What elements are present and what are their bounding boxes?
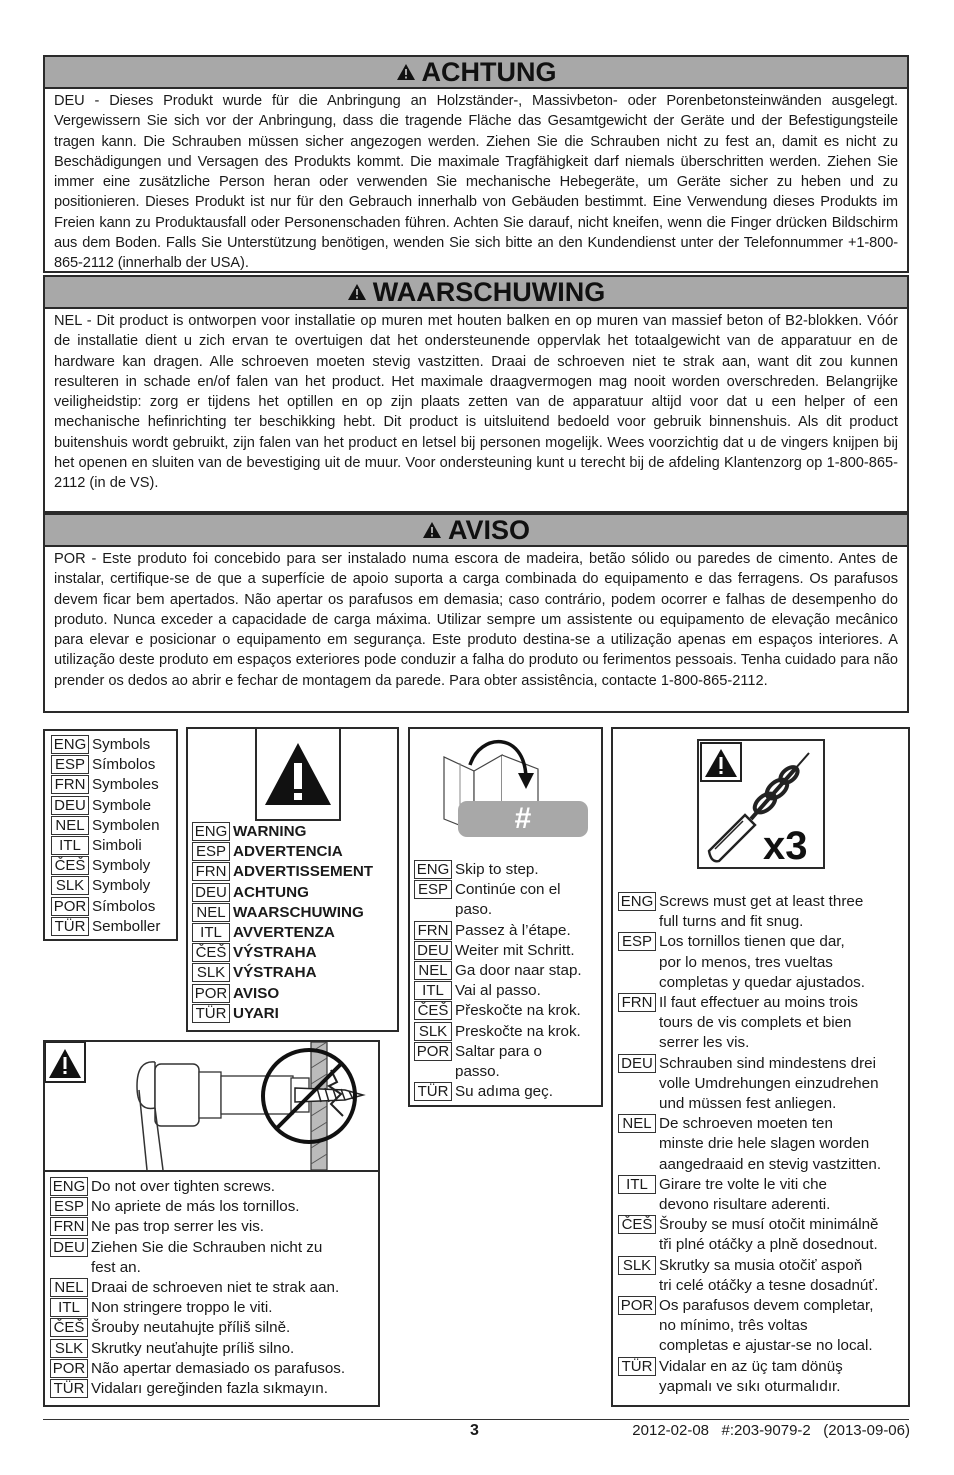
list-item: SLK Skrutky neuťahujte príliš silno. — [50, 1339, 345, 1359]
warning-triangle-icon — [701, 743, 741, 781]
list-item: FRN Passez à l’étape. — [414, 921, 582, 941]
list-item: ČEŠ Symboly — [51, 856, 160, 876]
list-item: ESP Los tornillos tienen que dar, por lo menos, tres vueltas completas y quedar ajustados. — [618, 932, 881, 993]
screw-turns-list — [618, 892, 881, 1397]
warning-words-panel — [186, 727, 399, 1032]
list-item: NEL Draai de schroeven niet te strak aan. — [50, 1278, 345, 1298]
list-item: NEL Ga door naar stap. — [414, 961, 582, 981]
symbols-panel — [43, 729, 178, 941]
list-item: POR Símbolos — [51, 897, 160, 917]
list-item: ENG Symbols — [51, 735, 160, 755]
warning-text-nel: NEL - Dit product is ontworpen voor installatie op muren met houten balken en op muren van massief beton of B2-blokken. Vóór de installatie dient u zich ervan te overtuigen dat het ondersteunende oppervlak het totaalgewicht van de apparatuur en de hardware kan dragen. Alle schroeven moeten stevig vastzitten. Draai de schroeven niet te strak aan, want dit zou kunnen resulteren in schade en/of falen van het product. Het maximale draagvermogen mag nooit worden overschreden. Belangrijke veiligheidstip: zorg er tijdens het optillen en op zijn plaats zetten van de apparatuur altijd voor dat u een helper of een mechanische hefinrichting ter beschikking hebt. Dit product is uitsluitend bedoeld voor gebruik binnenshuis. Als dit product buitenshuis wordt gebruikt, zijn falen van het product en letsel bij personen mogelijk. Wees voorzichtig dat u de vingers knijpen bij het openen en sluiten van de bevestiging uit de muur. Voor ondersteuning kunt u terecht bij de afdeling Klantenzorg op 1-800-865-2112 (in de VS). — [54, 313, 898, 492]
wall-icon — [311, 1042, 327, 1170]
list-item: DEU Weiter mit Schritt. — [414, 941, 582, 961]
list-item: ITL Simboli — [51, 836, 160, 856]
list-item: FRN Il faut effectuer au moins trois tours de vis complets et bien serrer les vis. — [618, 993, 881, 1054]
list-item: TÜR Semboller — [51, 917, 160, 937]
list-item: ČEŠ Šrouby se musí otočit minimálně tři plné otáčky a plně dosednout. — [618, 1215, 881, 1255]
wrench-socket-icon — [137, 1062, 309, 1170]
list-item: TÜR Vidaları gereğinden fazla sıkmayın. — [50, 1379, 345, 1399]
list-item: SLK Preskočte na krok. — [414, 1022, 582, 1042]
list-item: FRN Ne pas trop serrer les vis. — [50, 1217, 345, 1237]
list-item: FRN ADVERTISSEMENT — [192, 862, 373, 882]
document-id: 2012-02-08 #:203-9079-2 (2013-09-06) — [632, 1422, 910, 1439]
times-label: x3 — [763, 824, 808, 867]
list-item: SLK Symboly — [51, 876, 160, 896]
warning-header-por — [45, 515, 907, 547]
warning-title: WAARSCHUWING — [372, 276, 606, 307]
warning-title: AVISO — [447, 514, 530, 545]
list-item: POR AVISO — [192, 984, 373, 1004]
warning-header-deu — [45, 57, 907, 89]
list-item: POR Saltar para o passo. — [414, 1042, 582, 1082]
overtighten-list — [50, 1177, 345, 1399]
warning-title: ACHTUNG — [421, 56, 557, 87]
list-item: ESP Símbolos — [51, 755, 160, 775]
list-item: DEU ACHTUNG — [192, 883, 373, 903]
symbols-list — [51, 735, 160, 937]
list-item: NEL Symbolen — [51, 816, 160, 836]
list-item: TÜR UYARI — [192, 1004, 373, 1024]
warning-box-nel — [43, 275, 909, 513]
screw-turns-illustration — [697, 739, 825, 869]
list-item: ENG Skip to step. — [414, 860, 582, 880]
list-item: ITL Girare tre volte le viti che devono risultare aderenti. — [618, 1175, 881, 1215]
list-item: NEL WAARSCHUWING — [192, 903, 373, 923]
list-item: ČEŠ VÝSTRAHA — [192, 943, 373, 963]
overtighten-illustration — [45, 1042, 378, 1172]
list-item: ENG Do not over tighten screws. — [50, 1177, 345, 1197]
list-item: SLK VÝSTRAHA — [192, 963, 373, 983]
list-item: ENG WARNING — [192, 822, 373, 842]
skip-step-label: # — [514, 802, 532, 835]
list-item: ESP No apriete de más los tornillos. — [50, 1197, 345, 1217]
warning-box-por — [43, 513, 909, 713]
skip-step-list — [414, 860, 582, 1102]
list-item: TÜR Su adıma geç. — [414, 1082, 582, 1102]
list-item: ENG Screws must get at least three full turns and fit snug. — [618, 892, 881, 932]
footer-divider — [43, 1419, 909, 1420]
list-item: ITL Non stringere troppo le viti. — [50, 1298, 345, 1318]
overtighten-panel — [43, 1040, 380, 1407]
list-item: TÜR Vidalar en az üç tam dönüş yapmalı ve sıkı oturmalıdır. — [618, 1357, 881, 1397]
warning-box-deu — [43, 55, 909, 273]
page-number: 3 — [470, 1422, 479, 1439]
warning-symbol-icon — [255, 729, 341, 821]
warning-header-nel — [45, 277, 907, 309]
list-item: ESP Continúe con el paso. — [414, 880, 582, 920]
screw-turns-panel — [611, 727, 910, 1407]
warning-triangle-icon — [45, 1042, 85, 1082]
warning-words-list — [192, 822, 373, 1024]
list-item: DEU Symbole — [51, 796, 160, 816]
warning-triangle-icon — [347, 283, 367, 301]
list-item: NEL De schroeven moeten ten minste drie hele slagen worden aangedraaid en stevig vastzitten. — [618, 1114, 881, 1175]
list-item: POR Não apertar demasiado os parafusos. — [50, 1359, 345, 1379]
list-item: DEU Ziehen Sie die Schrauben nicht zu fest an. — [50, 1238, 345, 1278]
list-item: ČEŠ Přeskočte na krok. — [414, 1001, 582, 1021]
list-item: ESP ADVERTENCIA — [192, 842, 373, 862]
warning-text-por: POR - Este produto foi concebido para ser instalado numa escora de madeira, betão sólido ou paredes de cimento. Antes de instalar, certifique-se de que a superfície de apoio suporta a carga combinada do equipamento e das ferragens. Os parafusos devem ficar bem apertados. Não apertar os parafusos em demasia; caso contrário, podem ocorrer e falhas de desempenho do produto. Nunca exceder a capacidade de carga máxima. Utilizar sempre um assistente ou equipamento de elevação mecânico para elevar e posicionar o equipamento em segurança. Este produto destina-se a utilização apenas em espaços interiores. A utilização deste produto em espaços exteriores pode conduzir a falha do produto ou ferimentos pessoais. Tenha cuidado para não prender os dedos ao abrir e fechar de montagem da parede. Para obter assistência, contacte 1-800-865-2112. — [54, 551, 898, 689]
list-item: DEU Schrauben sind mindestens drei volle Umdrehungen einzudrehen und müssen fest anliegen. — [618, 1054, 881, 1115]
list-item: ČEŠ Šrouby neutahujte příliš silně. — [50, 1318, 345, 1338]
skip-step-badge — [458, 801, 588, 837]
warning-triangle-icon — [422, 521, 442, 539]
list-item: ITL Vai al passo. — [414, 981, 582, 1001]
list-item: FRN Symboles — [51, 775, 160, 795]
warning-text-deu: DEU - Dieses Produkt wurde für die Anbringung an Holzständer-, Massivbeton- oder Porenbetonsteinwänden ausgelegt. Vergewissern Sie sich vor der Anbringung, dass die tragende Fläche das Gesamtgewicht der Geräte und der Befestigungsteile tragen kann. Die Schrauben müssen sicher angezogen werden. Ziehen Sie die Schrauben nicht zu fest an, damit es nicht zu Beschädigungen und Versagen des Produkts kommt. Die maximale Tragfähigkeit darf niemals überschritten werden. Ziehen Sie immer eine zusätzliche Person heran oder verwenden Sie mechanische Hebegeräte, um Geräte sicher zu heben und zu positionieren. Dieses Produkt ist nur für den Gebrauch innerhalb von Gebäuden bestimmt. Eine Verwendung dieses Produkts im Freien kann zu Produktausfall oder Personenschaden führen. Achten Sie darauf, nicht kneifen, wenn die Finger drücken Bildschirm aus dem Boden. Falls Sie Unterstützung benötigen, wenden Sie sich bitte an den Kundendienst unter der Telefonnummer +1-800-865-2112 (innerhalb der USA). — [54, 93, 898, 272]
list-item: POR Os parafusos devem completar, no mínimo, três voltas completas e ajustar-se no local. — [618, 1296, 881, 1357]
list-item: SLK Skrutky sa musia otočiť aspoň tri celé otáčky a tesne dosadnúť. — [618, 1256, 881, 1296]
list-item: ITL AVVERTENZA — [192, 923, 373, 943]
warning-triangle-icon — [396, 63, 416, 81]
skip-step-panel — [408, 727, 603, 1107]
